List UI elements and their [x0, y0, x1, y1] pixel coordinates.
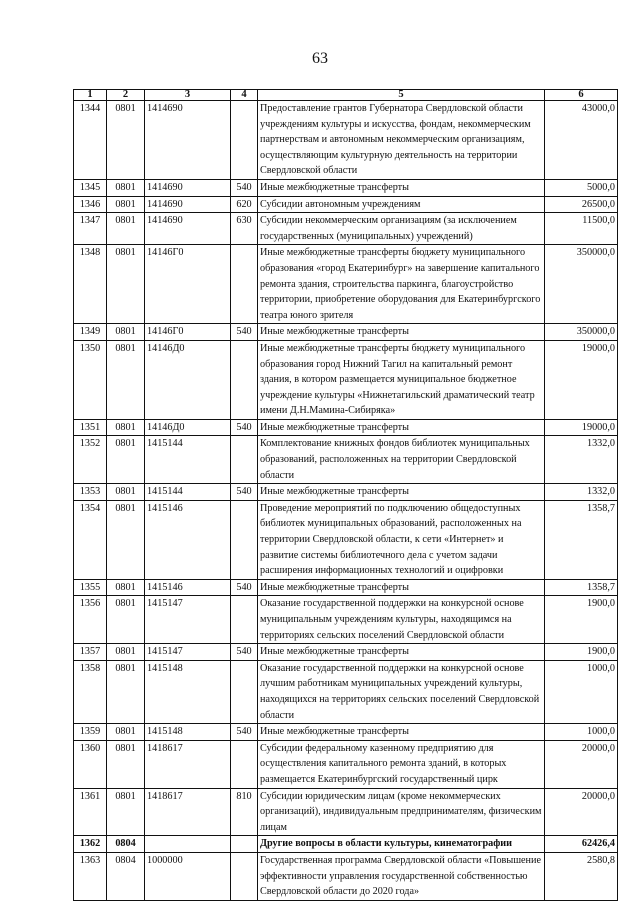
table-header-row	[74, 90, 618, 101]
section-code: 0801	[107, 596, 145, 644]
target-code: 14146Г0	[145, 245, 231, 324]
row-number: 1354	[74, 500, 107, 579]
row-number: 1353	[74, 484, 107, 501]
amount: 1358,7	[545, 500, 618, 579]
table-row	[74, 852, 618, 900]
table-row	[74, 196, 618, 213]
row-number: 1357	[74, 644, 107, 661]
header-col-4: 4	[231, 90, 258, 101]
table-row	[74, 644, 618, 661]
item-name: Государственная программа Свердловской области «Повышение эффективности управления государственной собственностью Свердловской области до 2020 года»	[258, 852, 545, 900]
target-code: 1414690	[145, 101, 231, 180]
item-name: Субсидии некоммерческим организациям (за исключением государственных (муниципальных) учреждений)	[258, 213, 545, 245]
target-code: 14146Д0	[145, 419, 231, 436]
item-name: Другие вопросы в области культуры, кинематографии	[258, 836, 545, 853]
item-name: Иные межбюджетные трансферты бюджету муниципального образования город Нижний Тагил на капитальный ремонт здания, в котором размещается муниципальное бюджетное учреждение культуры «Нижнетагильский драматический театр имени Д.Н.Мамина-Сибиряка»	[258, 340, 545, 419]
item-name: Иные межбюджетные трансферты	[258, 324, 545, 341]
target-code: 1415146	[145, 500, 231, 579]
amount: 1000,0	[545, 724, 618, 741]
row-number: 1363	[74, 852, 107, 900]
amount: 350000,0	[545, 324, 618, 341]
expense-type	[231, 500, 258, 579]
expense-type: 540	[231, 644, 258, 661]
section-code: 0801	[107, 245, 145, 324]
amount: 1900,0	[545, 644, 618, 661]
amount: 19000,0	[545, 340, 618, 419]
header-col-3: 3	[145, 90, 231, 101]
item-name: Оказание государственной поддержки на конкурсной основе муниципальным учреждениям культуры, находящимся на территориях сельских поселений Свердловской области	[258, 596, 545, 644]
item-name: Субсидии федеральному казенному предприятию для осуществления капитального ремонта зданий, в которых размещается Екатеринбургский государственный цирк	[258, 740, 545, 788]
item-name: Иные межбюджетные трансферты	[258, 179, 545, 196]
expense-type	[231, 740, 258, 788]
amount: 19000,0	[545, 419, 618, 436]
target-code: 14146Г0	[145, 324, 231, 341]
section-code: 0801	[107, 788, 145, 836]
expense-type	[231, 245, 258, 324]
table-row	[74, 836, 618, 853]
amount: 26500,0	[545, 196, 618, 213]
section-code: 0801	[107, 644, 145, 661]
item-name: Иные межбюджетные трансферты	[258, 419, 545, 436]
item-name: Предоставление грантов Губернатора Свердловской области учреждениям культуры и искусства, фондам, некоммерческим партнерствам и автономным некоммерческим организациям, осуществляющим культурную деятельность на территории Свердловской области	[258, 101, 545, 180]
row-number: 1360	[74, 740, 107, 788]
target-code: 1415146	[145, 579, 231, 596]
table-row	[74, 484, 618, 501]
expense-type	[231, 340, 258, 419]
amount: 62426,4	[545, 836, 618, 853]
item-name: Проведение мероприятий по подключению общедоступных библиотек муниципальных образований, расположенных на территории Свердловской области, к сети «Интернет» и развитие системы библиотечного дела с учетом задачи расширения информационных технологий и оцифровки	[258, 500, 545, 579]
amount: 20000,0	[545, 740, 618, 788]
amount: 1358,7	[545, 579, 618, 596]
expense-type: 540	[231, 419, 258, 436]
section-code: 0801	[107, 213, 145, 245]
row-number: 1362	[74, 836, 107, 853]
table-row	[74, 579, 618, 596]
expense-type	[231, 836, 258, 853]
expense-type: 540	[231, 324, 258, 341]
amount: 11500,0	[545, 213, 618, 245]
item-name: Комплектование книжных фондов библиотек муниципальных образований, расположенных на территории Свердловской области	[258, 436, 545, 484]
expense-type: 810	[231, 788, 258, 836]
row-number: 1347	[74, 213, 107, 245]
section-code: 0804	[107, 852, 145, 900]
section-code: 0801	[107, 179, 145, 196]
section-code: 0801	[107, 660, 145, 723]
table-row	[74, 340, 618, 419]
row-number: 1359	[74, 724, 107, 741]
row-number: 1356	[74, 596, 107, 644]
section-code: 0801	[107, 340, 145, 419]
table-row	[74, 101, 618, 180]
header-col-1: 1	[74, 90, 107, 101]
item-name: Субсидии юридическим лицам (кроме некоммерческих организаций), индивидуальным предпринимателям, физическим лицам	[258, 788, 545, 836]
target-code: 1415147	[145, 644, 231, 661]
row-number: 1349	[74, 324, 107, 341]
amount: 350000,0	[545, 245, 618, 324]
target-code: 1414690	[145, 179, 231, 196]
row-number: 1346	[74, 196, 107, 213]
expense-type: 620	[231, 196, 258, 213]
target-code: 1415144	[145, 436, 231, 484]
item-name: Иные межбюджетные трансферты	[258, 484, 545, 501]
target-code: 1415144	[145, 484, 231, 501]
expense-type: 540	[231, 724, 258, 741]
expense-type	[231, 852, 258, 900]
target-code: 1415147	[145, 596, 231, 644]
amount: 1332,0	[545, 484, 618, 501]
target-code: 1418617	[145, 740, 231, 788]
budget-table	[73, 89, 618, 901]
header-col-5: 5	[258, 90, 545, 101]
table-row	[74, 740, 618, 788]
table-body	[74, 101, 618, 901]
table-row	[74, 596, 618, 644]
row-number: 1358	[74, 660, 107, 723]
section-code: 0801	[107, 436, 145, 484]
section-code: 0801	[107, 579, 145, 596]
expense-type	[231, 101, 258, 180]
table-row	[74, 324, 618, 341]
section-code: 0801	[107, 101, 145, 180]
row-number: 1344	[74, 101, 107, 180]
table-row	[74, 788, 618, 836]
table-row	[74, 419, 618, 436]
item-name: Оказание государственной поддержки на конкурсной основе лучшим работникам муниципальных учреждений культуры, находящихся на территориях сельских поселений Свердловской области	[258, 660, 545, 723]
table-row	[74, 213, 618, 245]
section-code: 0801	[107, 419, 145, 436]
target-code: 1414690	[145, 196, 231, 213]
amount: 5000,0	[545, 179, 618, 196]
item-name: Субсидии автономным учреждениям	[258, 196, 545, 213]
target-code: 1418617	[145, 788, 231, 836]
amount: 1000,0	[545, 660, 618, 723]
amount: 20000,0	[545, 788, 618, 836]
expense-type: 540	[231, 579, 258, 596]
section-code: 0801	[107, 324, 145, 341]
section-code: 0801	[107, 196, 145, 213]
table-row	[74, 179, 618, 196]
row-number: 1351	[74, 419, 107, 436]
header-col-2: 2	[107, 90, 145, 101]
row-number: 1361	[74, 788, 107, 836]
header-col-6: 6	[545, 90, 618, 101]
expense-type	[231, 436, 258, 484]
table-row	[74, 436, 618, 484]
expense-type	[231, 596, 258, 644]
section-code: 0801	[107, 500, 145, 579]
item-name: Иные межбюджетные трансферты	[258, 724, 545, 741]
target-code: 1415148	[145, 724, 231, 741]
amount: 1900,0	[545, 596, 618, 644]
page-number: 63	[312, 50, 328, 67]
expense-type	[231, 660, 258, 723]
table-row	[74, 724, 618, 741]
section-code: 0801	[107, 740, 145, 788]
target-code: 1414690	[145, 213, 231, 245]
expense-type: 540	[231, 179, 258, 196]
section-code: 0801	[107, 724, 145, 741]
expense-type: 540	[231, 484, 258, 501]
row-number: 1345	[74, 179, 107, 196]
item-name: Иные межбюджетные трансферты	[258, 644, 545, 661]
table-row	[74, 500, 618, 579]
expense-type: 630	[231, 213, 258, 245]
row-number: 1355	[74, 579, 107, 596]
amount: 43000,0	[545, 101, 618, 180]
section-code: 0801	[107, 484, 145, 501]
table-row	[74, 660, 618, 723]
row-number: 1348	[74, 245, 107, 324]
target-code: 1415148	[145, 660, 231, 723]
item-name: Иные межбюджетные трансферты бюджету муниципального образования «город Екатеринбург» на завершение капитального ремонта здания, строительства паркинга, благоустройство территории, приобретение оборудования для Екатеринбургского театра юного зрителя	[258, 245, 545, 324]
table-row	[74, 245, 618, 324]
row-number: 1352	[74, 436, 107, 484]
item-name: Иные межбюджетные трансферты	[258, 579, 545, 596]
target-code: 1000000	[145, 852, 231, 900]
row-number: 1350	[74, 340, 107, 419]
section-code: 0804	[107, 836, 145, 853]
target-code	[145, 836, 231, 853]
target-code: 14146Д0	[145, 340, 231, 419]
amount: 1332,0	[545, 436, 618, 484]
amount: 2580,8	[545, 852, 618, 900]
